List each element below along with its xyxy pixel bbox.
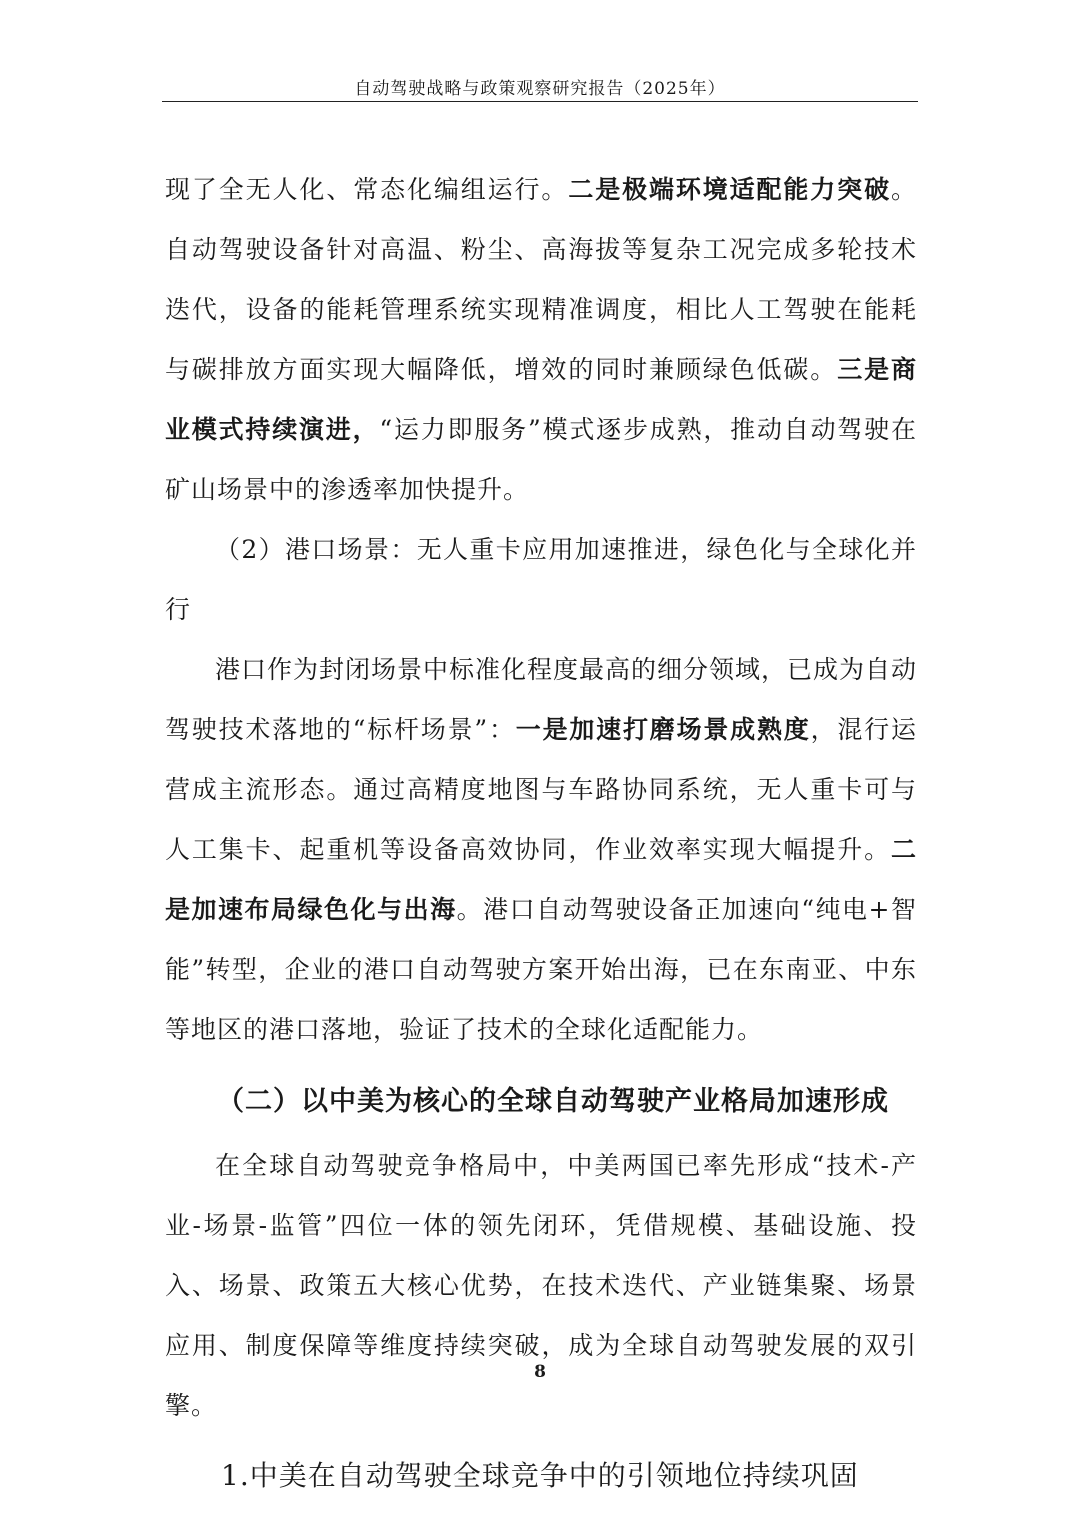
paragraph-mine-scene	[165, 160, 917, 520]
subsection-heading: 1.中美在自动驾驶全球竞争中的引领地位持续巩固	[221, 1459, 859, 1492]
paragraph-global-landscape: 在全球自动驾驶竞争格局中，中美两国已率先形成“技术-产业-场景-监管”四位一体的领先闭环，凭借规模、基础设施、投入、场景、政策五大核心优势，在技术迭代、产业链集聚、场景应用、制度保障等维度持续突破，成为全球自动驾驶发展的双引擎。	[165, 1151, 917, 1420]
paragraph-port-scene	[165, 640, 917, 1060]
text-run: 港口作为封闭场景中标准化程度最高的细分领域，已成为自动驾驶技术落地的“标杆场景”：	[165, 655, 918, 744]
text-run: 现了全无人化、常态化编组运行。	[165, 175, 569, 204]
bold-run: 一是加速打磨场景成熟度	[515, 715, 811, 744]
body-text	[165, 160, 917, 1506]
text-run: ，混行运营成主流形态。通过高精度地图与车路协同系统，无人重卡可与人工集卡、起重机等设备高效协同，作业效率实现大幅提升。	[165, 715, 917, 864]
header-rule	[162, 101, 918, 102]
text-run: “运力即服务”模式逐步成熟，推动自动驾驶在矿山场景中的渗透率加快提升。	[165, 415, 917, 504]
page-number: 8	[534, 1362, 546, 1382]
bold-run: 二是加速布局绿色化与出海	[165, 835, 917, 924]
port-scene-heading: （2）港口场景：无人重卡应用加速推进，绿色化与全球化并行	[165, 535, 917, 624]
section-heading: （二）以中美为核心的全球自动驾驶产业格局加速形成	[217, 1086, 889, 1117]
bold-run: 二是极端环境适配能力突破	[568, 175, 891, 204]
text-run: 。自动驾驶设备针对高温、粉尘、高海拔等复杂工况完成多轮技术迭代，设备的能耗管理系统实现精准调度，相比人工驾驶在能耗与碳排放方面实现大幅降低，增效的同时兼顾绿色低碳。	[165, 175, 917, 384]
bold-run: 三是商业模式持续演进，	[165, 355, 917, 444]
text-run: 。港口自动驾驶设备正加速向“纯电+智能”转型，企业的港口自动驾驶方案开始出海，已在东南亚、中东等地区的港口落地，验证了技术的全球化适配能力。	[165, 895, 917, 1044]
running-header: 自动驾驶战略与政策观察研究报告（2025年）	[354, 79, 726, 99]
